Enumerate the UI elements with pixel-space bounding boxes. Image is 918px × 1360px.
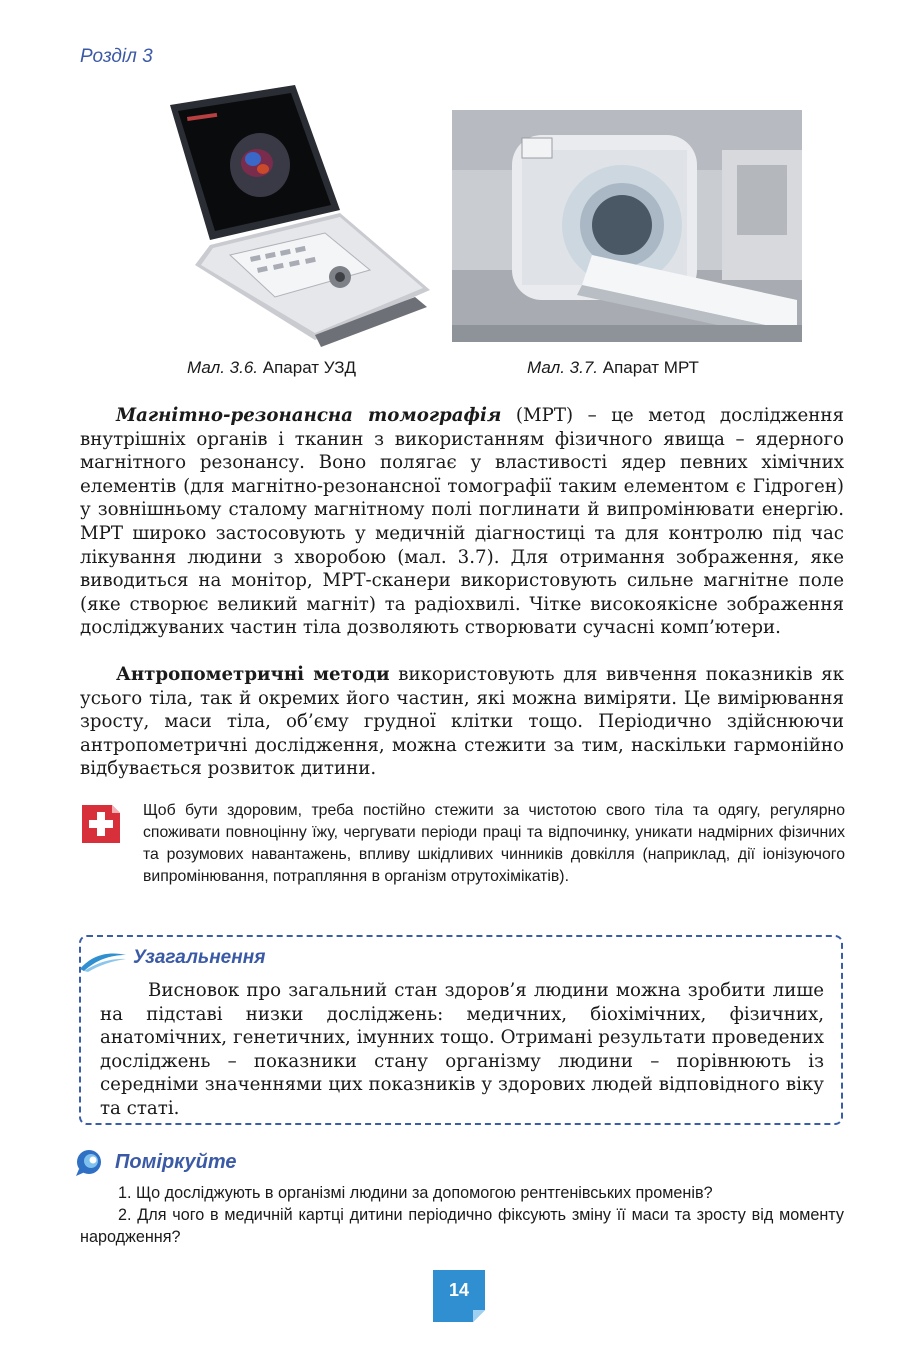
ultrasound-device-image <box>165 85 435 350</box>
think-title: Поміркуйте <box>115 1151 237 1173</box>
question-item: 1. Що досліджують в організмі людини за допомогою рентгенівських променів? <box>118 1184 713 1202</box>
figure-caption-mri <box>527 358 699 378</box>
summary-paragraph: Висновок про загальний стан здоров’я людини можна зробити лише на підставі низки досліджень: медичних, біохімічних, фізичних, анатомічних, генетичних, імунних тощо. Отримані результати проведених досліджень – показники стану організму людини – порівнюють із середніми значеннями цих показників у здорових людей відповідного віку та статі. <box>100 980 824 1119</box>
summary-text <box>100 979 824 1121</box>
question-item: 2. Для чого в медичній картці дитини періодично фіксують зміну її маси та зросту від моменту народження? <box>80 1206 844 1246</box>
health-note: Щоб бути здоровим, треба постійно стежити за чистотою свого тіла та одягу, регулярно споживати повноцінну їжу, чергувати періоди праці та відпочинку, уникати надмірних фізичних та розумових навантажень, впливу шкідливих чинників довкілля (наприклад, дії іонізуючого випромінювання, потрапляння в організм отрутохімікатів). <box>143 802 845 885</box>
figure-title: Апарат МРТ <box>602 358 699 377</box>
summary-title: Узагальнення <box>133 947 266 968</box>
figure-title: Апарат УЗД <box>262 358 357 377</box>
section-label: Розділ 3 <box>80 46 153 67</box>
mri-paragraph <box>80 404 844 640</box>
swoosh-icon <box>78 947 128 973</box>
anthropometry-paragraph <box>80 663 844 781</box>
health-cross-icon <box>80 803 122 845</box>
mri-text: (МРТ) – це метод дослідження внутрішніх органів і тканин з використанням фізичного явища – ядерного магнітного резонансу. Воно полягає у властивості ядер певних хімічних елементів (для магнітно-резонансної томографії таким елементом є Гідроген) у зовнішньому сталому магнітному полі поглинати й випромінювати енергію. МРТ широко застосовують у медичній діагностиці та для контролю під час лікування людини з хворобою (мал. 3.7). Для отримання зображення, яке виводиться на монітор, МРТ-сканери використовують сильне магнітне поле (яке створює великий магніт) та радіохвилі. Чітке високоякісне зображення досліджуваних частин тіла дозволяють створювати сучасні комп’ютери. <box>80 405 844 639</box>
anthropometry-text: використовують для вивчення показників як усього тіла, так й окремих його частин, які можна виміряти. Це вимірювання зросту, маси тіла, об’єму грудної клітки тощо. Періодично здійснюючи антропометричні дослідження, можна стежити за тим, наскільки гармонійно відбувається розвиток дитини. <box>80 664 845 780</box>
mri-term: Магнітно-резонансна томографія <box>116 405 502 426</box>
figure-number: Мал. 3.6. <box>187 358 259 377</box>
page-number: 14 <box>448 1280 470 1300</box>
figure-number: Мал. 3.7. <box>527 358 599 377</box>
mri-machine-image <box>452 110 802 342</box>
think-bubble-icon <box>74 1149 104 1177</box>
questions-list <box>80 1182 844 1248</box>
anthropometry-term: Антропометричні методи <box>116 664 390 685</box>
figure-caption-ultrasound <box>187 358 356 378</box>
